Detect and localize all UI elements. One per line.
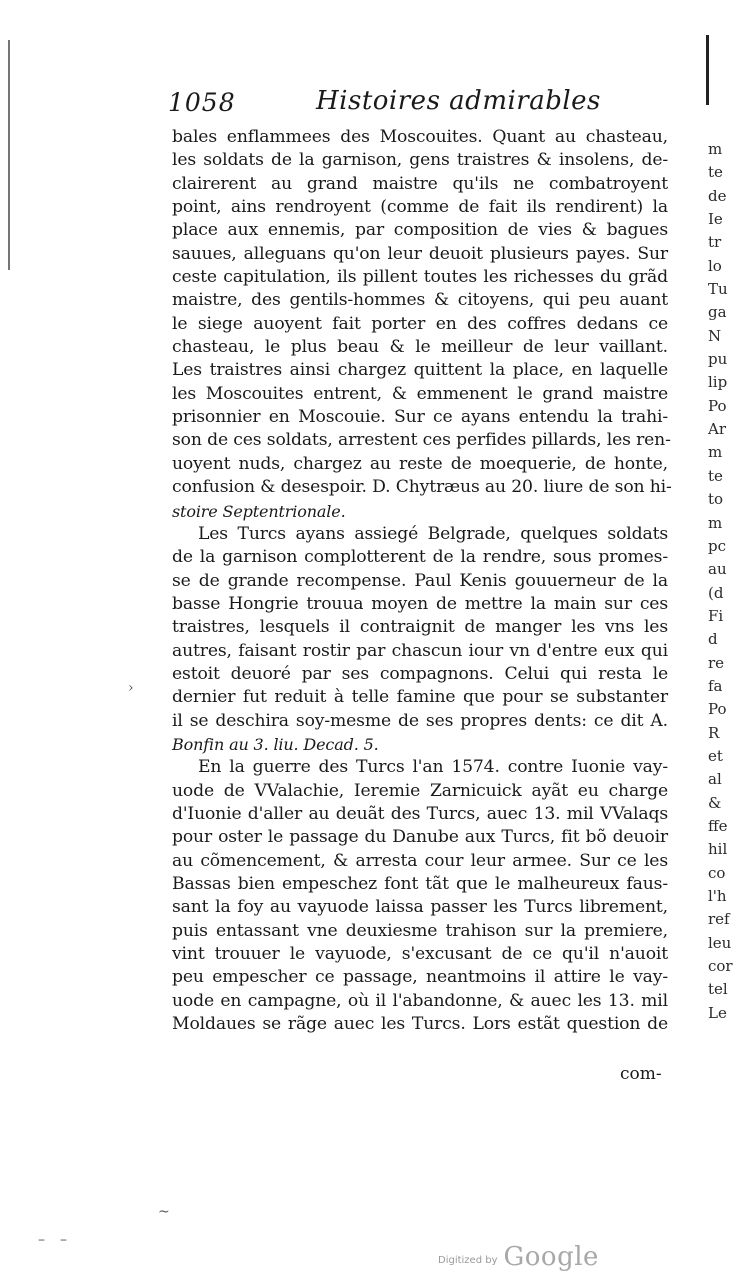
margin-fragment: m <box>708 140 723 158</box>
text-line: Bonfin au 3. liu. Decad. 5. <box>172 734 379 754</box>
margin-fragment: cor <box>708 957 733 976</box>
page-header <box>168 88 668 124</box>
margin-fragment: tel <box>708 980 728 999</box>
text-line: basse Hongrie trouua moyen de mettre la main sur ces <box>172 593 668 614</box>
margin-fragment: m <box>708 443 723 462</box>
margin-fragment: fa <box>708 676 723 695</box>
text-line: traistres, lesquels il contraignit de manger les vns les <box>172 617 668 638</box>
margin-fragment: Tu <box>708 280 728 299</box>
paper-speck: › <box>128 680 134 696</box>
text-line: le siege auoyent fait porter en des coffres dedans ce <box>172 313 668 334</box>
margin-fragment: leu <box>708 933 732 952</box>
margin-fragment: lo <box>708 256 722 275</box>
margin-fragment: (d <box>708 583 724 602</box>
margin-fragment: te <box>708 466 723 485</box>
text-line: uode en campagne, où il l'abandonne, & auec les 13. mil <box>172 990 668 1011</box>
scan-edge-left <box>8 40 10 270</box>
margin-fragment: au <box>708 560 727 579</box>
margin-fragment: de <box>708 186 727 205</box>
catchword: com- <box>620 1064 662 1084</box>
text-line: place aux ennemis, par composition de vies & bagues <box>172 220 668 241</box>
text-line: maistre, des gentils-hommes & citoyens, qui peu auant <box>172 290 668 311</box>
margin-fragment: Po <box>708 700 727 719</box>
text-line: il se deschira soy-mesme de ses propres dents: ce dit A. <box>172 710 668 731</box>
text-line: les soldats de la garnison, gens traistres & insolens, de- <box>172 150 668 171</box>
margin-fragment: lip <box>708 373 728 392</box>
text-line: peu empescher ce passage, neantmoins il attire le vay- <box>172 967 668 988</box>
margin-fragment: l'h <box>708 887 727 905</box>
text-line: stoire Septentrionale. <box>172 501 346 521</box>
margin-fragment: ffe <box>708 816 728 835</box>
margin-fragment: et <box>708 746 723 765</box>
page-number: 1058 <box>168 88 236 117</box>
margin-fragment: re <box>708 653 725 672</box>
paper-speck: – <box>60 1232 67 1248</box>
text-line: Moldaues se rãge auec les Turcs. Lors estãt question de <box>172 1014 668 1035</box>
margin-fragment: ref <box>708 910 730 929</box>
body-text <box>172 126 672 1036</box>
text-line: sant la foy au vayuode laissa passer les Turcs librement, <box>172 897 668 918</box>
margin-fragment: co <box>708 863 726 882</box>
text-line: ceste capitulation, ils pillent toutes les richesses du grãd <box>172 267 668 288</box>
text-line: confusion & desespoir. D. Chytræus au 20. liure de son hi- <box>172 477 672 498</box>
margin-fragment: te <box>708 163 723 182</box>
text-line: d'Iuonie d'aller au deuãt des Turcs, auec 13. mil VValaqs <box>172 803 668 824</box>
margin-fragment: hil <box>708 840 728 859</box>
margin-fragment: & <box>708 793 722 812</box>
text-line: uode de VValachie, Ieremie Zarnicuick ayãt eu charge <box>172 780 668 801</box>
text-line: estoit deuoré par ses compagnons. Celui qui resta le <box>172 663 668 684</box>
margin-fragment: m <box>708 513 723 532</box>
text-line: au cõmencement, & arresta cour leur armee. Sur ce les <box>172 850 668 871</box>
text-line: puis entassant vne deuxiesme trahison sur la premiere, <box>172 920 668 941</box>
margin-fragment: pc <box>708 536 727 555</box>
text-line: Les traistres ainsi chargez quittent la place, en laquelle <box>172 360 668 381</box>
margin-fragment: Po <box>708 396 727 415</box>
watermark-digitized-by: Digitized by <box>438 1254 498 1266</box>
margin-fragment: d <box>708 630 718 649</box>
text-line: Les Turcs ayans assiegé Belgrade, quelques soldats <box>198 523 668 544</box>
margin-fragment: Ie <box>708 210 723 229</box>
margin-fragment: al <box>708 770 722 789</box>
margin-fragment: to <box>708 490 724 509</box>
text-line: En la guerre des Turcs l'an 1574. contre Iuonie vay- <box>198 757 668 778</box>
margin-fragment: Ar <box>708 420 727 439</box>
text-line: bales enflammees des Moscouites. Quant au chasteau, <box>172 127 668 147</box>
text-line: dernier fut reduit à telle famine que pour se substanter <box>172 687 668 708</box>
text-line: son de ces soldats, arrestent ces perfides pillards, les ren- <box>172 430 671 451</box>
margin-fragment: R <box>708 723 720 742</box>
text-line: Bassas bien empeschez font tãt que le malheureux faus- <box>172 874 668 894</box>
text-line: clairerent au grand maistre qu'ils ne combatroyent <box>172 173 668 194</box>
running-title: Histoires admirables <box>316 86 601 116</box>
watermark-google-logo: Google <box>503 1242 599 1272</box>
margin-fragment: tr <box>708 233 722 252</box>
text-line: se de grande recompense. Paul Kenis gouuerneur de la <box>172 570 668 591</box>
text-line: vint trouuer le vayuode, s'excusant de ce qu'il n'auoit <box>172 944 668 965</box>
margin-fragment: pu <box>708 350 728 369</box>
text-line: chasteau, le plus beau & le meilleur de leur vaillant. <box>172 337 668 358</box>
digitized-watermark <box>438 1242 599 1272</box>
text-line: point, ains rendroyent (comme de fait ils rendirent) la <box>172 197 668 218</box>
scan-edge-right <box>706 35 709 105</box>
text-line: de la garnison complotterent de la rendre, sous promes- <box>172 547 668 568</box>
text-line: uoyent nuds, chargez au reste de moequerie, de honte, <box>172 453 668 474</box>
text-line: sauues, alleguans qu'on leur deuoit plusieurs payes. Sur <box>172 243 668 264</box>
margin-fragment: Le <box>708 1003 727 1022</box>
paper-speck: ~ <box>158 1204 170 1220</box>
text-line: les Moscouites entrent, & emmenent le grand maistre <box>172 383 668 404</box>
text-line: pour oster le passage du Danube aux Turcs, fit bõ deuoir <box>172 827 668 848</box>
margin-fragment: N <box>708 326 722 345</box>
margin-fragment: Fi <box>708 606 724 625</box>
paper-speck: – <box>38 1232 45 1248</box>
text-line: prisonnier en Moscouie. Sur ce ayans entendu la trahi- <box>172 407 668 428</box>
margin-fragment: ga <box>708 303 727 322</box>
adjacent-page-margin <box>708 138 734 1025</box>
text-line: autres, faisant rostir par chascun iour vn d'entre eux qui <box>172 640 668 661</box>
